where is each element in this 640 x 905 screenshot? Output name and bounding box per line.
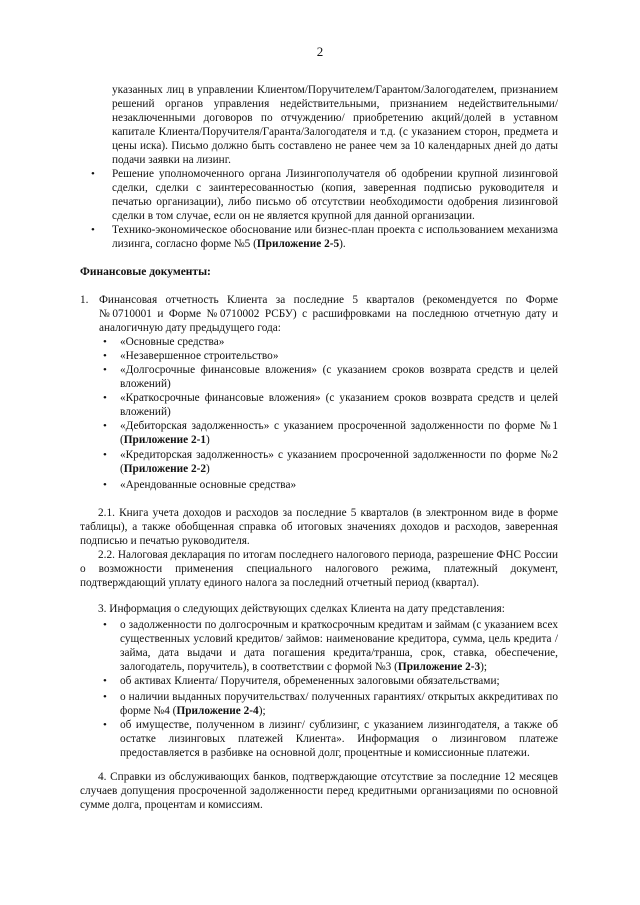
bullet-marker: • (91, 168, 95, 180)
item-3-pledged-assets: об активах Клиента/ Поручителя, обремененных залоговыми обязательствами; (120, 675, 500, 687)
bullet-marker: • (103, 479, 107, 491)
subitem-short-term-investments: «Краткосрочные финансовые вложения» (с указанием сроков возврата средств и целей вложений) (120, 392, 558, 418)
bullet-marker: • (103, 350, 107, 362)
page-number: 2 (316, 44, 324, 59)
bullet-marker: • (103, 364, 107, 376)
bullet-marker: • (103, 420, 107, 432)
continuation-paragraph: указанных лиц в управлении Клиентом/Поручителем/Гарантом/Залогодателем, признанием решений органов управления недействительными, признанием недействительными/незаключенными договоров по отчуждению/ приобретению акций/долей в уставном капитале Клиента/Поручителя/Гаранта/Залогодателя и т.д. (с указанием сторон, предмета и цены иска). Письмо должно быть составлено не ранее чем за 10 календарных дней до даты подачи заявки на лизинг. (112, 84, 558, 166)
financial-statements-paragraph: Финансовая отчетность Клиента за последние 5 кварталов (рекомендуется по Форме №0710001 и Форме №0710002 РСБУ) с расшифровками на последнюю отчетную дату и аналогичную дату предыдущего года: (99, 294, 558, 334)
subitem-long-term-investments: «Долгосрочные финансовые вложения» (с указанием сроков возврата средств и целей вложений) (120, 364, 558, 390)
bullet-marker: • (103, 336, 107, 348)
item-3-leasing: об имуществе, полученном в лизинг/ сублизинг, с указанием лизингодателя, а также об остатке лизинговых платежей Клиента». Информация о лизинговом платеже предоставляется в разбивке на основной долг, процентные и комиссионные платежи. (120, 719, 558, 759)
subitem-payables: «Кредиторская задолженность» с указанием просроченной задолженности по форме №2 (Приложение 2-2) (120, 449, 558, 475)
item-3-title: 3. Информация о следующих действующих сделках Клиента на дату представления: (98, 603, 505, 615)
bullet-marker: • (103, 719, 107, 731)
item-4-paragraph: 4. Справки из обслуживающих банков, подтверждающие отсутствие за последние 12 месяцев случаев допущения просроченной задолженности перед кредитными организациями по основной сумме долга, процентам и комиссиям. (80, 771, 558, 811)
item-2-1-paragraph: 2.1. Книга учета доходов и расходов за последние 5 кварталов (в электронном виде в форме таблицы), а также обобщенная справка об итоговых значениях доходов и расходов, заверенная подписью и печатью руководителя. (80, 507, 558, 547)
bullet-marker: • (103, 392, 107, 404)
subitem-receivables: «Дебиторская задолженность» с указанием просроченной задолженности по форме №1 (Приложение 2-1) (120, 420, 558, 446)
item-1-number: 1. (80, 294, 89, 306)
bullet-marker: • (103, 691, 107, 703)
subitem-construction: «Незавершенное строительство» (120, 350, 279, 362)
subitem-leased-assets: «Арендованные основные средства» (120, 479, 297, 491)
subitem-fixed-assets: «Основные средства» (120, 336, 225, 348)
bullet-marker: • (103, 619, 107, 631)
bullet-marker: • (103, 449, 107, 461)
bullet-marker: • (91, 224, 95, 236)
item-3-loans: о задолженности по долгосрочным и краткосрочным кредитам и займам (с указанием всех существенных условий кредитов/ займов: наименование кредитора, сумма, цель кредита /займа, дата выдачи и дата погашения кредита/транша, срок, ставка, обеспечение, залогодатель, поручитель), в соответствии с формой №3 (Приложение 2-3); (120, 619, 558, 673)
item-2-2-paragraph: 2.2. Налоговая декларация по итогам последнего налогового периода, разрешение ФНС России о возможности применения специального налогового режима, платежный документ, подтверждающий уплату единого налога за последний отчетный период (квартал). (80, 549, 558, 589)
approval-decision-paragraph: Решение уполномоченного органа Лизингополучателя об одобрении крупной лизинговой сделки, сделки с заинтересованностью (копия, заверенная подписью руководителя и печатью организации), либо письмо об отсутствии необходимости одобрения лизинговой сделки в том случае, если он не является крупной для данной организации. (112, 168, 558, 222)
item-3-guarantees: о наличии выданных поручительствах/ полученных гарантиях/ открытых аккредитивах по форме №4 (Приложение 2-4); (120, 691, 558, 717)
bullet-marker: • (103, 675, 107, 687)
business-plan-paragraph: Технико-экономическое обоснование или бизнес-план проекта с использованием механизма лизинга, согласно форме №5 (Приложение 2-5). (112, 224, 558, 250)
financial-documents-heading: Финансовые документы: (80, 266, 211, 278)
